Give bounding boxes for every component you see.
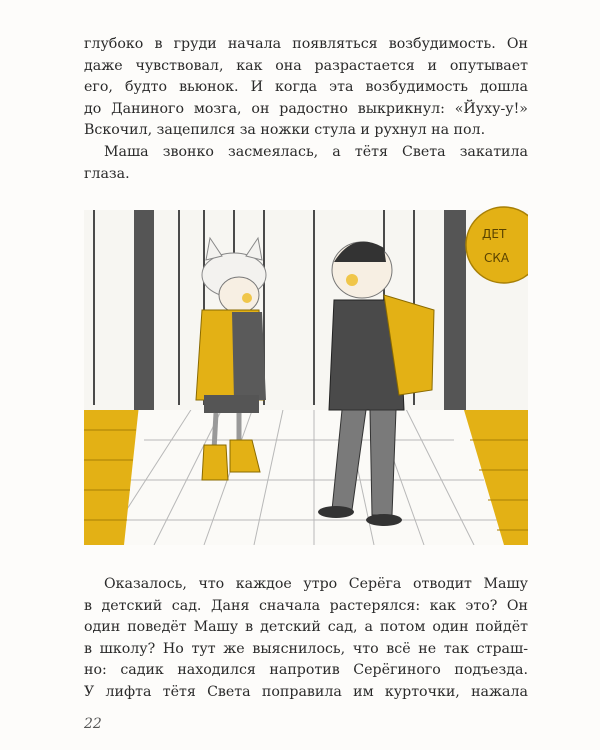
text-line: его, будто вьюнок. И когда эта возбудимость дошла <box>84 79 528 96</box>
girl-jacket-dark <box>232 312 266 400</box>
girl-boot-left <box>202 445 228 480</box>
sign-text-bottom: СКА <box>484 251 510 265</box>
girl-skirt <box>204 395 259 413</box>
sign-text-top: ДЕТ <box>482 227 507 241</box>
text-line: один поведёт Машу в детский сад, а потом один пойдёт <box>84 619 528 636</box>
text-block-top <box>84 34 528 185</box>
boy-leg-right <box>370 410 396 515</box>
paragraph <box>84 574 528 704</box>
text-line: глаза. <box>84 165 130 182</box>
text-line: в детский сад. Даня сначала растерялся: как это? Он <box>84 597 528 614</box>
text-line: Вскочил, зацепился за ножки стула и рухнул на пол. <box>84 122 486 139</box>
text-line: У лифта тётя Света поправила им курточки, нажала <box>84 683 528 700</box>
text-line: Маша звонко засмеялась, а тётя Света закатила <box>104 143 528 160</box>
text-line: до Даниного мозга, он радостно выкрикнул: «Йуху-у!» <box>84 100 528 117</box>
text-line: в школу? Но тут же выяснилось, что всё не так страш- <box>84 640 528 657</box>
text-line: но: садик находился напротив Серёгиного подъезда. <box>84 662 528 679</box>
boy-cheek <box>346 274 358 286</box>
paragraph <box>84 34 528 142</box>
boy-shoe-left <box>318 506 354 518</box>
illustration-children-at-door <box>84 200 528 545</box>
page-number: 22 <box>84 716 102 732</box>
boy-shoe-right <box>366 514 402 526</box>
door-frame-left <box>134 210 154 410</box>
text-line: даже чувствовал, как она разрастается и опутывает <box>84 57 528 74</box>
text-line: Оказалось, что каждое утро Серёга отводит Машу <box>104 576 528 592</box>
girl-leg-left <box>214 413 216 450</box>
text-line: глубоко в груди начала появляться возбудимость. Он <box>84 36 528 52</box>
door-frame-right <box>444 210 466 410</box>
paragraph <box>84 142 528 185</box>
girl-cheek <box>242 293 252 303</box>
text-block-bottom <box>84 574 528 704</box>
girl-face <box>219 277 259 313</box>
